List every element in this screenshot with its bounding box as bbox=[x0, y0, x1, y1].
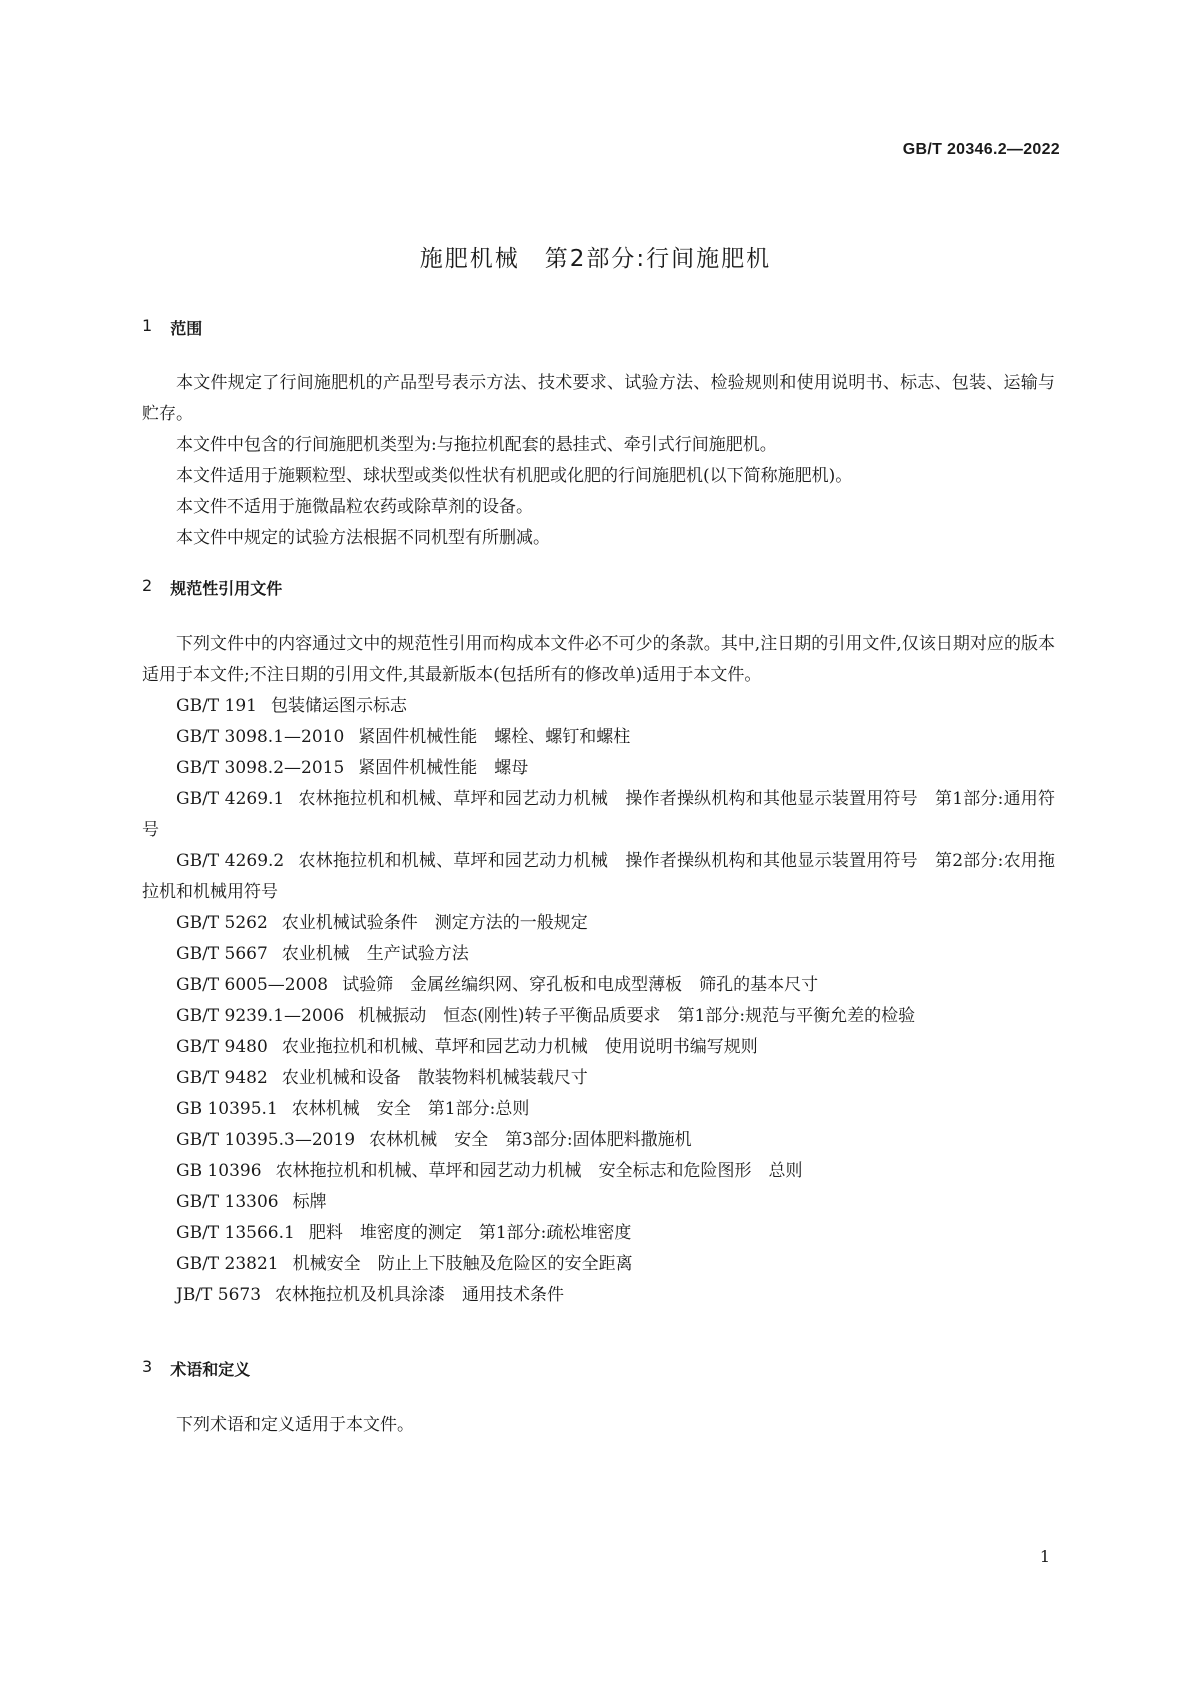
reference-code: JB/T 5673 bbox=[176, 1285, 262, 1305]
reference-code: GB/T 4269.1 bbox=[176, 789, 285, 809]
normative-references-body bbox=[142, 629, 1055, 1311]
reference-title: 农业机械和设备 散装物料机械装载尺寸 bbox=[281, 1068, 588, 1088]
section-title: 术语和定义 bbox=[170, 1360, 251, 1379]
paragraph: 本文件中规定的试验方法根据不同机型有所删减。 bbox=[176, 528, 550, 548]
reference-title: 机械振动 恒态(刚性)转子平衡品质要求 第1部分:规范与平衡允差的检验 bbox=[358, 1006, 916, 1026]
paragraph: 本文件适用于施颗粒型、球状型或类似性状有机肥或化肥的行间施肥机(以下简称施肥机)。 bbox=[176, 466, 853, 486]
reference-title: 机械安全 防止上下肢触及危险区的安全距离 bbox=[292, 1254, 633, 1274]
reference-entry bbox=[142, 1001, 1055, 1032]
reference-code: GB/T 10395.3—2019 bbox=[176, 1130, 356, 1150]
section-number: 2 bbox=[142, 576, 153, 595]
paragraph: 本文件中包含的行间施肥机类型为:与拖拉机配套的悬挂式、牵引式行间施肥机。 bbox=[176, 435, 777, 455]
reference-title: 农林拖拉机和机械、草坪和园艺动力机械 安全标志和危险图形 总则 bbox=[275, 1161, 803, 1181]
reference-entry bbox=[142, 1187, 1055, 1218]
section-heading-normative-references bbox=[142, 576, 282, 599]
paragraph: 本文件规定了行间施肥机的产品型号表示方法、技术要求、试验方法、检验规则和使用说明书、标志、包装、运输与贮存。 bbox=[142, 373, 1055, 424]
reference-entry bbox=[142, 846, 1055, 908]
reference-list bbox=[142, 691, 1055, 1311]
paragraph: 下列文件中的内容通过文中的规范性引用而构成本文件必不可少的条款。其中,注日期的引用文件,仅该日期对应的版本适用于本文件;不注日期的引用文件,其最新版本(包括所有的修改单)适用于本文件。 bbox=[142, 634, 1055, 685]
reference-code: GB/T 13306 bbox=[176, 1192, 279, 1212]
reference-code: GB 10396 bbox=[176, 1161, 262, 1181]
section-heading-terms-definitions bbox=[142, 1357, 250, 1380]
reference-entry bbox=[142, 1249, 1055, 1280]
document-title: 施肥机械 第2部分:行间施肥机 bbox=[419, 246, 772, 272]
reference-entry bbox=[142, 1156, 1055, 1187]
reference-title: 农林拖拉机和机械、草坪和园艺动力机械 操作者操纵机构和其他显示装置用符号 第1部分:通用符号 bbox=[142, 789, 1055, 840]
reference-code: GB/T 6005—2008 bbox=[176, 975, 329, 995]
section-number: 3 bbox=[142, 1357, 153, 1376]
reference-title: 农业机械 生产试验方法 bbox=[281, 944, 469, 964]
section-title: 规范性引用文件 bbox=[170, 579, 283, 598]
reference-entry bbox=[142, 722, 1055, 753]
reference-title: 农林机械 安全 第1部分:总则 bbox=[291, 1099, 530, 1119]
reference-title: 试验筛 金属丝编织网、穿孔板和电成型薄板 筛孔的基本尺寸 bbox=[342, 975, 819, 995]
reference-entry bbox=[142, 1280, 1055, 1311]
reference-title: 农林拖拉机及机具涂漆 通用技术条件 bbox=[275, 1285, 565, 1305]
reference-entry bbox=[142, 1218, 1055, 1249]
reference-code: GB/T 3098.1—2010 bbox=[176, 727, 345, 747]
reference-code: GB/T 9239.1—2006 bbox=[176, 1006, 345, 1026]
page-number: 1 bbox=[1039, 1547, 1050, 1566]
paragraph: 本文件不适用于施微晶粒农药或除草剂的设备。 bbox=[176, 497, 533, 517]
document-code: GB/T 20346.2—2022 bbox=[902, 141, 1060, 158]
reference-title: 农业机械试验条件 测定方法的一般规定 bbox=[281, 913, 588, 933]
reference-entry bbox=[142, 784, 1055, 846]
reference-entry bbox=[142, 691, 1055, 722]
reference-code: GB/T 191 bbox=[176, 696, 257, 716]
reference-entry bbox=[142, 1094, 1055, 1125]
reference-entry bbox=[142, 1063, 1055, 1094]
terms-definitions-body bbox=[142, 1410, 1055, 1441]
reference-code: GB/T 9480 bbox=[176, 1037, 268, 1057]
reference-title: 农林拖拉机和机械、草坪和园艺动力机械 操作者操纵机构和其他显示装置用符号 第2部分:农用拖拉机和机械用符号 bbox=[142, 851, 1055, 902]
reference-title: 农林机械 安全 第3部分:固体肥料撒施机 bbox=[369, 1130, 692, 1150]
scope-body bbox=[142, 368, 1055, 554]
reference-code: GB/T 9482 bbox=[176, 1068, 268, 1088]
reference-code: GB/T 5262 bbox=[176, 913, 268, 933]
reference-title: 标牌 bbox=[292, 1192, 327, 1212]
section-number: 1 bbox=[142, 316, 153, 335]
section-title: 范围 bbox=[170, 319, 203, 338]
reference-code: GB/T 3098.2—2015 bbox=[176, 758, 345, 778]
reference-entry bbox=[142, 970, 1055, 1001]
reference-title: 紧固件机械性能 螺栓、螺钉和螺柱 bbox=[358, 727, 631, 747]
section-heading-scope bbox=[142, 316, 202, 339]
reference-code: GB/T 23821 bbox=[176, 1254, 279, 1274]
reference-code: GB 10395.1 bbox=[176, 1099, 278, 1119]
reference-entry bbox=[142, 1125, 1055, 1156]
reference-entry bbox=[142, 939, 1055, 970]
paragraph: 下列术语和定义适用于本文件。 bbox=[176, 1415, 414, 1435]
reference-code: GB/T 5667 bbox=[176, 944, 268, 964]
reference-title: 包装储运图示标志 bbox=[271, 696, 407, 716]
reference-entry bbox=[142, 908, 1055, 939]
reference-entry bbox=[142, 753, 1055, 784]
reference-code: GB/T 4269.2 bbox=[176, 851, 285, 871]
reference-title: 紧固件机械性能 螺母 bbox=[358, 758, 529, 778]
reference-code: GB/T 13566.1 bbox=[176, 1223, 295, 1243]
reference-title: 农业拖拉机和机械、草坪和园艺动力机械 使用说明书编写规则 bbox=[281, 1037, 758, 1057]
reference-entry bbox=[142, 1032, 1055, 1063]
reference-title: 肥料 堆密度的测定 第1部分:疏松堆密度 bbox=[308, 1223, 632, 1243]
